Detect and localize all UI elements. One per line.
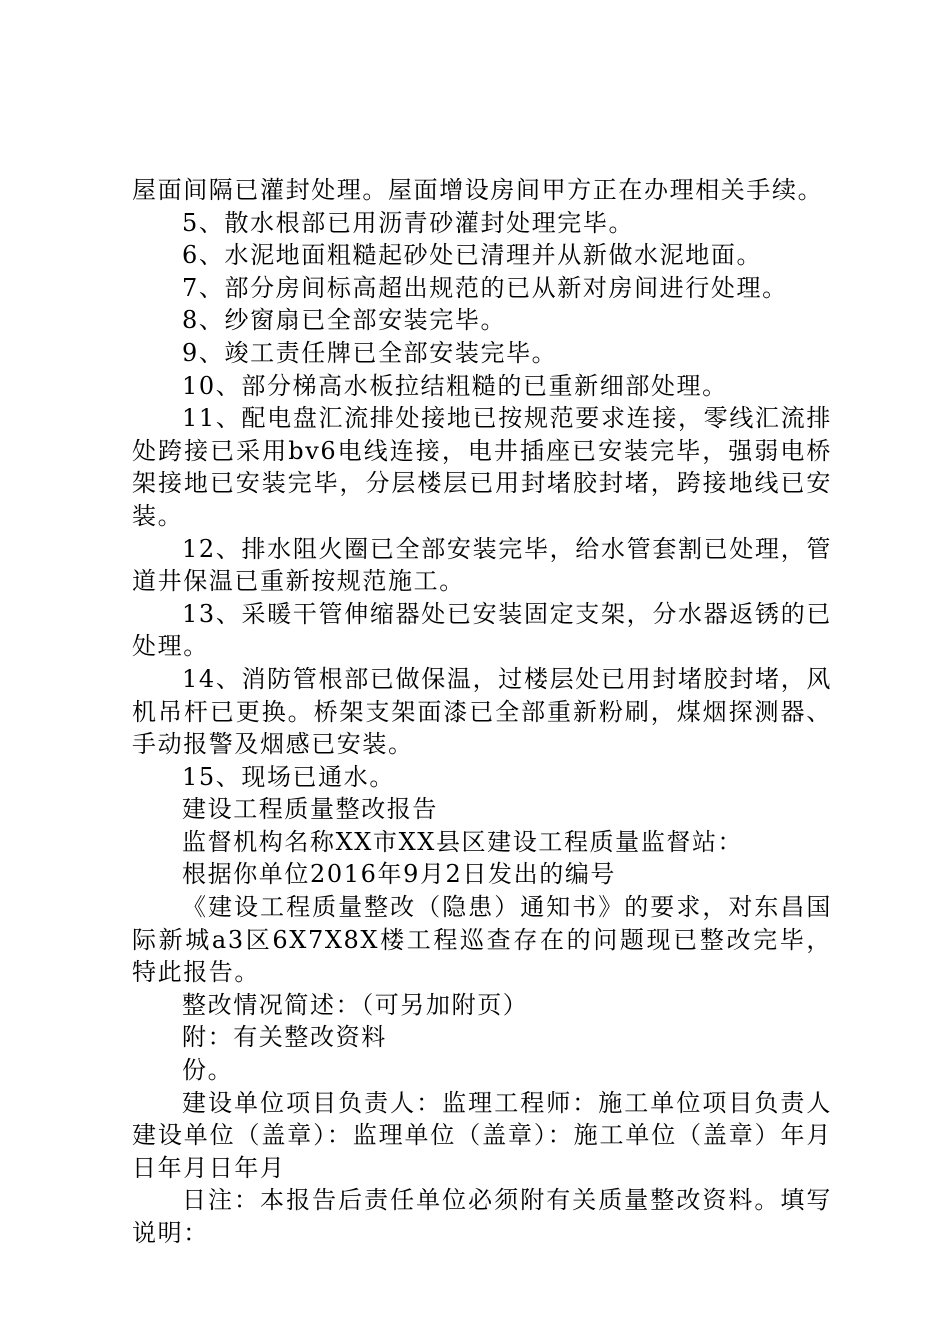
paragraph-item-13: 13、采暖干管伸缩器处已安装固定支架，分水器返锈的已处理。 — [132, 599, 832, 661]
paragraph-item-10: 10、部分梯高水板拉结粗糙的已重新细部处理。 — [182, 371, 728, 400]
notice-reference: 根据你单位2016年9月2日发出的编号 — [182, 860, 617, 889]
paragraph-item-5: 5、散水根部已用沥青砂灌封处理完毕。 — [182, 208, 635, 237]
attachment-note: 附：有关整改资料 — [182, 1023, 387, 1052]
paragraph-item-14: 14、消防管根部已做保温，过楼层处已用封堵胶封堵，风机吊杆已更换。桥架支架面漆已全部重新粉刷，煤烟探测器、手动报警及烟感已安装。 — [132, 664, 832, 759]
signatures-block: 建设单位项目负责人：监理工程师：施工单位项目负责人建设单位（盖章）：监理单位（盖章）：施工单位（盖章）年月日年月日年月 — [132, 1088, 832, 1182]
paragraph-item-15: 15、现场已通水。 — [182, 762, 395, 791]
paragraph-item-6: 6、水泥地面粗糙起砂处已清理并从新做水泥地面。 — [182, 241, 763, 270]
paragraph-item-12: 12、排水阻火圈已全部安装完毕，给水管套割已处理，管道井保温已重新按规范施工。 — [132, 534, 832, 596]
paragraph-roof-sealing: 屋面间隔已灌封处理。屋面增设房间甲方正在办理相关手续。 — [132, 176, 824, 204]
attachment-copies: 份。 — [182, 1056, 234, 1085]
report-title: 建设工程质量整改报告 — [182, 795, 438, 824]
paragraph-item-7: 7、部分房间标高超出规范的已从新对房间进行处理。 — [182, 273, 788, 302]
paragraph-item-9: 9、竣工责任牌已全部安装完毕。 — [182, 338, 558, 367]
document-body — [132, 174, 832, 1250]
rectification-summary: 整改情况简述：（可另加附页） — [182, 990, 529, 1019]
paragraph-item-11: 11、配电盘汇流排处接地已按规范要求连接，零线汇流排处跨接已采用bv6电线连接，电井插座已安装完毕，强弱电桥架接地已安装完毕，分层楼层已用封堵胶封堵，跨接地线已安装。 — [132, 404, 832, 530]
report-footnote: 日注：本报告后责任单位必须附有关质量整改资料。填写说明： — [132, 1186, 832, 1247]
report-statement: 《建设工程质量整改（隐患）通知书》的要求，对东昌国际新城a3区6X7X8X楼工程巡查存在的问题现已整改完毕，特此报告。 — [132, 893, 832, 987]
paragraph-item-8: 8、纱窗扇已全部安装完毕。 — [182, 306, 507, 335]
supervising-agency: 监督机构名称XX市XX县区建设工程质量监督站： — [182, 827, 744, 856]
